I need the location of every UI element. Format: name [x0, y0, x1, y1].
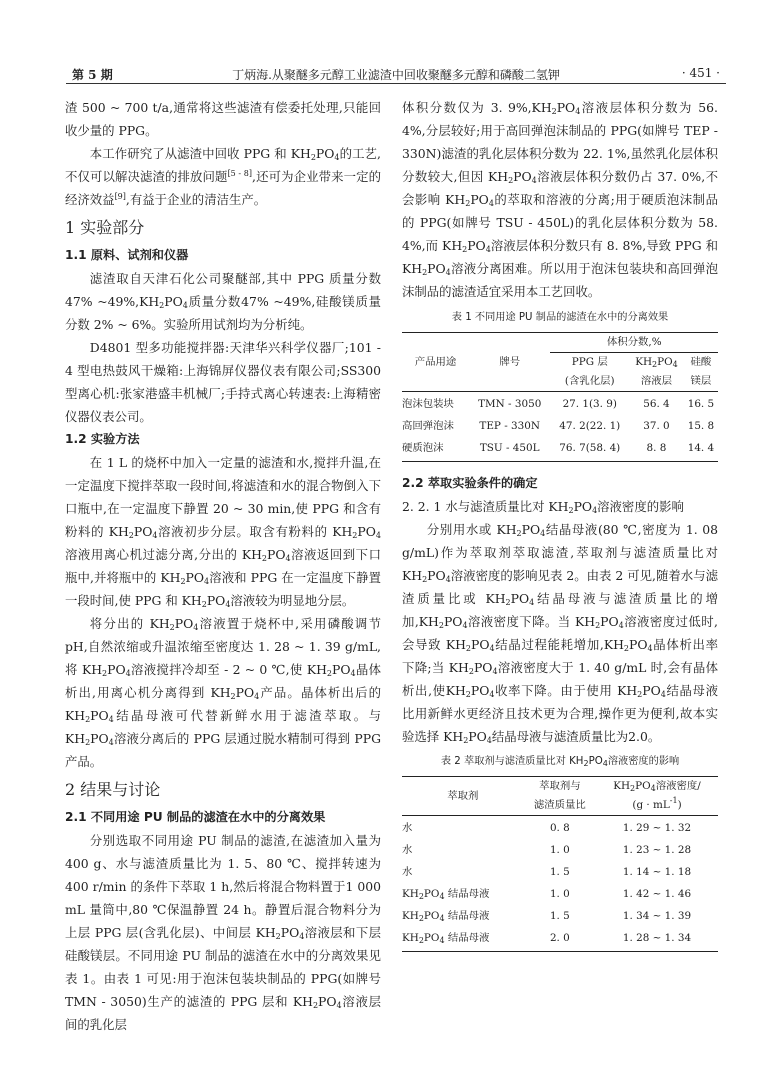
paragraph: 本工作研究了从滤渣中回收 PPG 和 $KH_2PO_4$的工艺,不仅可以解决滤渣的排放问题[5 - 8],还可为企业带来一定的经济效益[9],有益于企业的清洁生产。: [65, 146, 381, 207]
running-title: 丁炳海.从聚醚多元醇工业滤渣中回收聚醚多元醇和磷酸二氢钾: [232, 68, 560, 82]
paragraph: 滤渣取自天津石化公司聚醚部,其中 PPG 质量分数47% $\sim 49\%,KH_2PO_4$质量分数47% ~49%,硅酸镁质量分数 2% ~ 6%。实验所用试剂均为分析纯。: [65, 271, 381, 332]
table-row: $KH_2PO_4$ 结晶母液 1. 0 1. 42 ~ 1. 46: [402, 882, 718, 904]
table-cell: $KH_2PO_4$ 结晶母液: [402, 910, 490, 923]
subsubsection-heading: 2. 2. 1 水与滤渣质量比对 $KH_2PO_4$溶液密度的影响: [402, 499, 684, 515]
table-header: 萃取剂: [447, 789, 479, 802]
paragraph: 渣 500 ~ 700 t/a,通常将这些滤渣有偿委托处理,只能回收少量的 PPG。: [65, 100, 381, 138]
page-number: · 451 ·: [681, 66, 720, 80]
table-row: $KH_2PO_4$ 结晶母液 2. 0 1. 28 ~ 1. 34: [402, 926, 718, 952]
table-header: 产品用途: [402, 333, 469, 392]
table-cell: $KH_2PO_4$ 结晶母液: [402, 932, 490, 945]
paragraph: 在 1 L 的烧杯中加入一定量的滤渣和水,搅拌升温,在一定温度下搅拌萃取一段时间,将滤渣和水的混合物倒入下口瓶中,在一定温度下静置 20 ~ 30 min,使 PPG 和含有粉料的 $KH_2PO_4$溶液初步分层。取含有粉料的 $KH_2PO_4$溶液用离心机过滤分离,分出的 $KH_2PO_4$溶液返回到下口瓶中,并将瓶中的 $KH_2PO_4$溶液和 PPG 在一定温度下静置一段时间,使 PPG 和 $KH_2PO_4$溶液较为明显地分层。: [65, 455, 381, 609]
right-column: [402, 96, 718, 952]
citation: [9]: [114, 192, 126, 201]
table-header: 硅酸 镁层: [690, 356, 712, 387]
subsection-heading: 1.2 实验方法: [65, 432, 140, 446]
section-heading: 1 实验部分: [65, 218, 145, 237]
table-header: 牌号: [469, 333, 551, 392]
paragraph: 分别用水或 $KH_2PO_4$结晶母液(80 ℃,密度为 1. 08 g/mL)作为萃取剂萃取滤渣,萃取剂与滤渣质量比对 $KH_2PO_4$溶液密度的影响见表 2。由表 2 可见,随着水与滤渣质量比或 $KH_2PO_4$结晶母液与滤渣质量比的增加$,KH_2PO_4$溶液密度下降。当 $KH_2PO_4$溶液密度过低时,会导致 $KH_2PO_4$结晶过程能耗增加$,KH_2PO_4$晶体析出率下降;当 $KH_2PO_4$溶液密度大于 1. 40 g/mL 时,会有晶体析出,使$KH_2PO_4$收率下降。由于使用 $KH_2PO_4$结晶母液比用新鲜水更经济且技术更为合理,操作更为便利,故本实验选择 $KH_2PO_4$结晶母液与滤渣质量比为2.0。: [402, 522, 718, 745]
table-cell: $KH_2PO_4$ 结晶母液: [402, 888, 490, 901]
subsection-heading: 1.1 原料、试剂和仪器: [65, 248, 189, 262]
paragraph: 将分出的 $KH_2PO_4$溶液置于烧杯中,采用磷酸调节 pH,自然浓缩或升温浓缩至密度达 1. 28 ~ 1. 39 g/mL,将 $KH_2PO_4$溶液搅拌冷却至 - 2 ~ 0 ℃,使 $KH_2PO_4$晶体析出,用离心机分离得到 $KH_2PO_4$产品。晶体析出后的 $KH_2PO_4$结晶母液可代替新鲜水用于滤渣萃取。与 $KH_2PO_4$溶液分离后的 PPG 层通过脱水精制可得到 PPG 产品。: [65, 616, 381, 769]
paragraph: 分别选取不同用途 PU 制品的滤渣,在滤渣加入量为400 g、水与滤渣质量比为 1. 5、80 ℃、搅拌转速为400 r/min 的条件下萃取 1 h,然后将混合物料置于1 000 mL 量筒中,80 ℃保温静置 24 h。静置后混合物料分为上层 PPG 层(含乳化层)、中间层 $KH_2PO_4$溶液层和下层硅酸镁层。不同用途 PU 制品的滤渣在水中的分离效果见表 1。由表 1 可见:用于泡沫包装块制品的 PPG(如牌号 TMN - 3050)生产的滤渣的 PPG 层和 $KH_2PO_4$溶液层间的乳化层: [65, 833, 382, 1032]
table-header: $KH_2PO_4$ 溶液层: [635, 356, 678, 387]
issue-number: 第 5 期: [72, 68, 113, 82]
table-header: 萃取剂与 滤渣质量比: [533, 780, 586, 811]
section-heading: 2 结果与讨论: [65, 780, 161, 799]
header-rule: [66, 83, 726, 84]
subsection-heading: 2.2 萃取实验条件的确定: [402, 476, 538, 490]
table-header: PPG 层 (含乳化层): [564, 356, 615, 387]
paragraph: 体积分数仅为 3. $9\%,KH_2PO_4$溶液层体积分数为 56. 4%,分层较好;用于高回弹泡沫制品的 PPG(如牌号 TEP - 330N)滤渣的乳化层体积分数为 22. 1%,虽然乳化层体积分数较大,但因 $KH_2PO_4$溶液层体积分数仍占 37. 0%,不会影响 $KH_2PO_4$的萃取和溶液的分离;用于硬质泡沫制品的 PPG(如牌号 TSU - 450L)的乳化层体积分数为 58. 4%,而 $KH_2PO_4$溶液层体积分数只有 8. 8%,导致 PPG 和 $KH_2PO_4$溶液分离困难。所以用于泡沫包装块和高回弹泡沫制品的滤渣适宜采用本工艺回收。: [402, 100, 718, 299]
table-2-caption: 表 2 萃取剂与滤渣质量比对 $KH_2PO_4$溶液密度的影响: [440, 756, 680, 768]
table-row: 硬质泡沫 TSU - 450L 76. 7(58. 4) 8. 8 14. 4: [402, 436, 718, 462]
table-row: $KH_2PO_4$ 结晶母液 1. 5 1. 34 ~ 1. 39: [402, 904, 718, 926]
table-1: [402, 332, 718, 462]
table-row: 泡沫包装块 TMN - 3050 27. 1(3. 9) 56. 4 16. 5: [402, 398, 715, 410]
paragraph: D4801 型多功能搅拌器:天津华兴科学仪器厂;101 - 4 型电热鼓风干燥箱:上海锦屏仪器仪表有限公司;SS300 型离心机:张家港盛丰机械厂;手持式离心转速表:上海精密仪器仪表公司。: [65, 340, 381, 424]
table-row: 水 1. 0 1. 23 ~ 1. 28: [402, 844, 692, 856]
citation: [5 - 8]: [227, 169, 253, 178]
running-header: [66, 62, 726, 84]
subsection-heading: 2.1 不同用途 PU 制品的滤渣在水中的分离效果: [65, 810, 326, 824]
table-2: [402, 776, 718, 952]
table-1-caption: 表 1 不同用途 PU 制品的滤渣在水中的分离效果: [451, 312, 669, 323]
table-row: 水 1. 5 1. 14 ~ 1. 18: [402, 866, 692, 878]
table-row: 高回弹泡沫 TEP - 330N 47. 2(22. 1) 37. 0 15. 8: [402, 420, 715, 432]
table-header: $KH_2PO_4$溶液密度/ $(g \cdot mL^{-1})$: [613, 780, 701, 811]
table-row: 水 0. 8 1. 29 ~ 1. 32: [402, 822, 692, 834]
left-column: [65, 96, 381, 1036]
table-header-group: 体积分数,%: [550, 333, 718, 353]
